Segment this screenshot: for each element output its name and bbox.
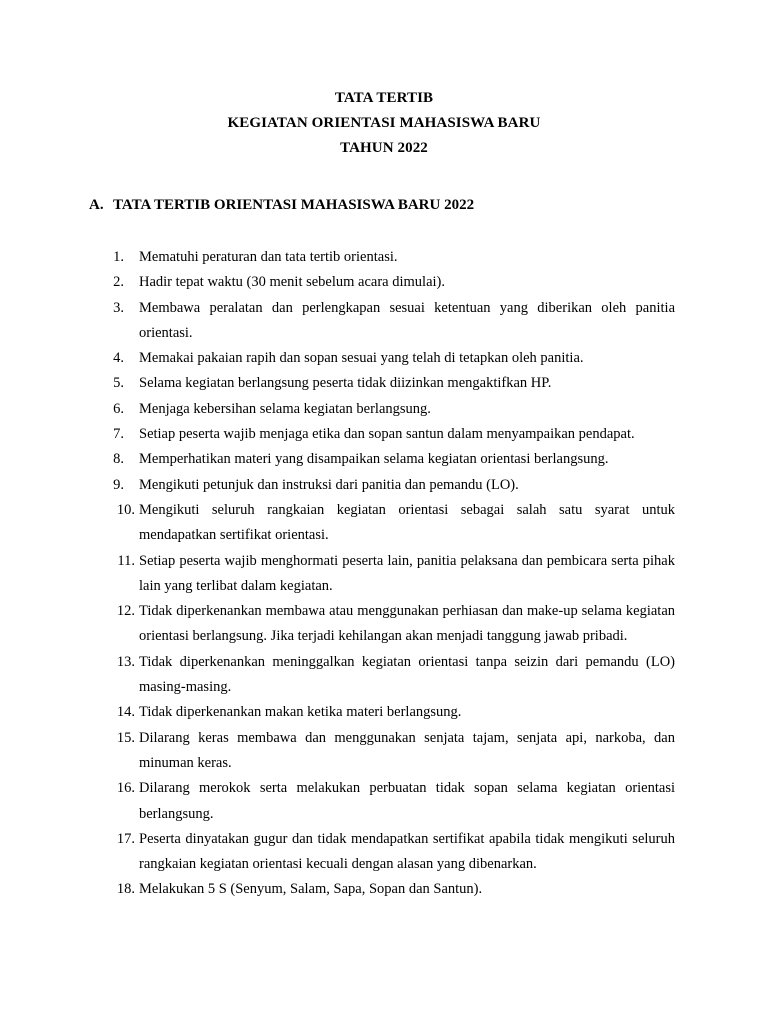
rule-number: 9. [113,476,124,493]
rule-text: Memperhatikan materi yang disampaikan selama kegiatan orientasi berlangsung. [139,451,609,468]
rule-number: 14. [116,704,135,721]
rule-item [110,650,675,701]
rule-number: 4. [113,350,124,367]
rule-number: 10. [116,501,135,518]
section-letter: A. [89,197,104,213]
rule-item [110,877,675,902]
rule-text: Setiap peserta wajib menjaga etika dan sopan santun dalam menyampaikan pendapat. [139,426,635,443]
rule-number: 15. [116,729,135,746]
rule-text: Mengikuti petunjuk dan instruksi dari panitia dan pemandu (LO). [139,476,519,493]
rule-item [110,245,675,270]
rule-number: 2. [113,274,124,291]
rule-item [110,549,675,600]
rule-item [110,726,675,777]
rule-text: Hadir tepat waktu (30 menit sebelum acara dimulai). [139,274,446,291]
rule-item [110,827,675,878]
rule-number: 13. [116,653,135,670]
rule-item [110,447,675,472]
rule-text: Peserta dinyatakan gugur dan tidak mendapatkan sertifikat apabila tidak mengikuti seluruh rangkaian kegiatan orientasi kecuali dengan alasan yang dibenarkan. [139,830,675,873]
rules-list [110,245,675,903]
rule-item [110,599,675,650]
rule-number: 8. [113,451,124,468]
rule-text: Tidak diperkenankan makan ketika materi berlangsung. [139,704,462,721]
rule-text: Tidak diperkenankan meninggalkan kegiatan orientasi tanpa seizin dari pemandu (LO) masing-masing. [139,653,675,696]
rule-number: 18. [116,881,135,898]
title-line-1: TATA TERTIB [334,90,434,106]
rule-text: Menjaga kebersihan selama kegiatan berlangsung. [139,400,431,417]
rule-text: Setiap peserta wajib menghormati peserta lain, panitia pelaksana dan pembicara serta pihak lain yang terlibat dalam kegiatan. [139,552,675,594]
rule-number: 12. [116,603,135,620]
rule-text: Selama kegiatan berlangsung peserta tidak diizinkan mengaktifkan HP. [139,375,552,392]
section-heading [89,194,474,216]
rule-text: Memakai pakaian rapih dan sopan sesuai yang telah di tetapkan oleh panitia. [139,350,584,367]
rule-item [110,776,675,827]
rule-text: Melakukan 5 S (Senyum, Salam, Sapa, Sopan dan Santun). [139,881,483,898]
rule-text: Dilarang merokok serta melakukan perbuatan tidak sopan selama kegiatan orientasi berlangsung. [139,780,675,822]
rule-text: Mematuhi peraturan dan tata tertib orientasi. [139,249,398,265]
rule-number: 5. [113,375,124,392]
title-line-2: KEGIATAN ORIENTASI MAHASISWA BARU [227,115,541,131]
rule-number: 1. [113,249,124,265]
document-title [0,86,768,161]
rule-item [110,296,675,347]
rule-text: Mengikuti seluruh rangkaian kegiatan orientasi sebagai salah satu syarat untuk mendapatkan sertifikat orientasi. [139,501,675,544]
rule-item [110,346,675,371]
rule-number: 6. [113,400,124,417]
rule-number: 17. [116,830,135,847]
rule-item [110,371,675,396]
rule-text: Dilarang keras membawa dan menggunakan senjata tajam, senjata api, narkoba, dan minuman keras. [139,729,675,771]
rule-number: 16. [116,780,135,797]
rule-item [110,700,675,725]
rule-number: 7. [113,426,124,443]
rule-item [110,498,675,549]
rule-text: Membawa peralatan dan perlengkapan sesuai ketentuan yang diberikan oleh panitia orientasi. [139,299,675,341]
rule-text: Tidak diperkenankan membawa atau menggunakan perhiasan dan make-up selama kegiatan orientasi berlangsung. Jika terjadi kehilangan akan menjadi tanggung jawab pribadi. [139,603,675,645]
section-heading-text: TATA TERTIB ORIENTASI MAHASISWA BARU 2022 [113,197,475,213]
rule-number: 3. [113,299,124,316]
rule-item [110,422,675,447]
rule-number: 11. [117,552,135,569]
title-line-3: TAHUN 2022 [340,140,428,156]
rule-item [110,473,675,498]
rule-item [110,270,675,295]
rule-item [110,397,675,422]
